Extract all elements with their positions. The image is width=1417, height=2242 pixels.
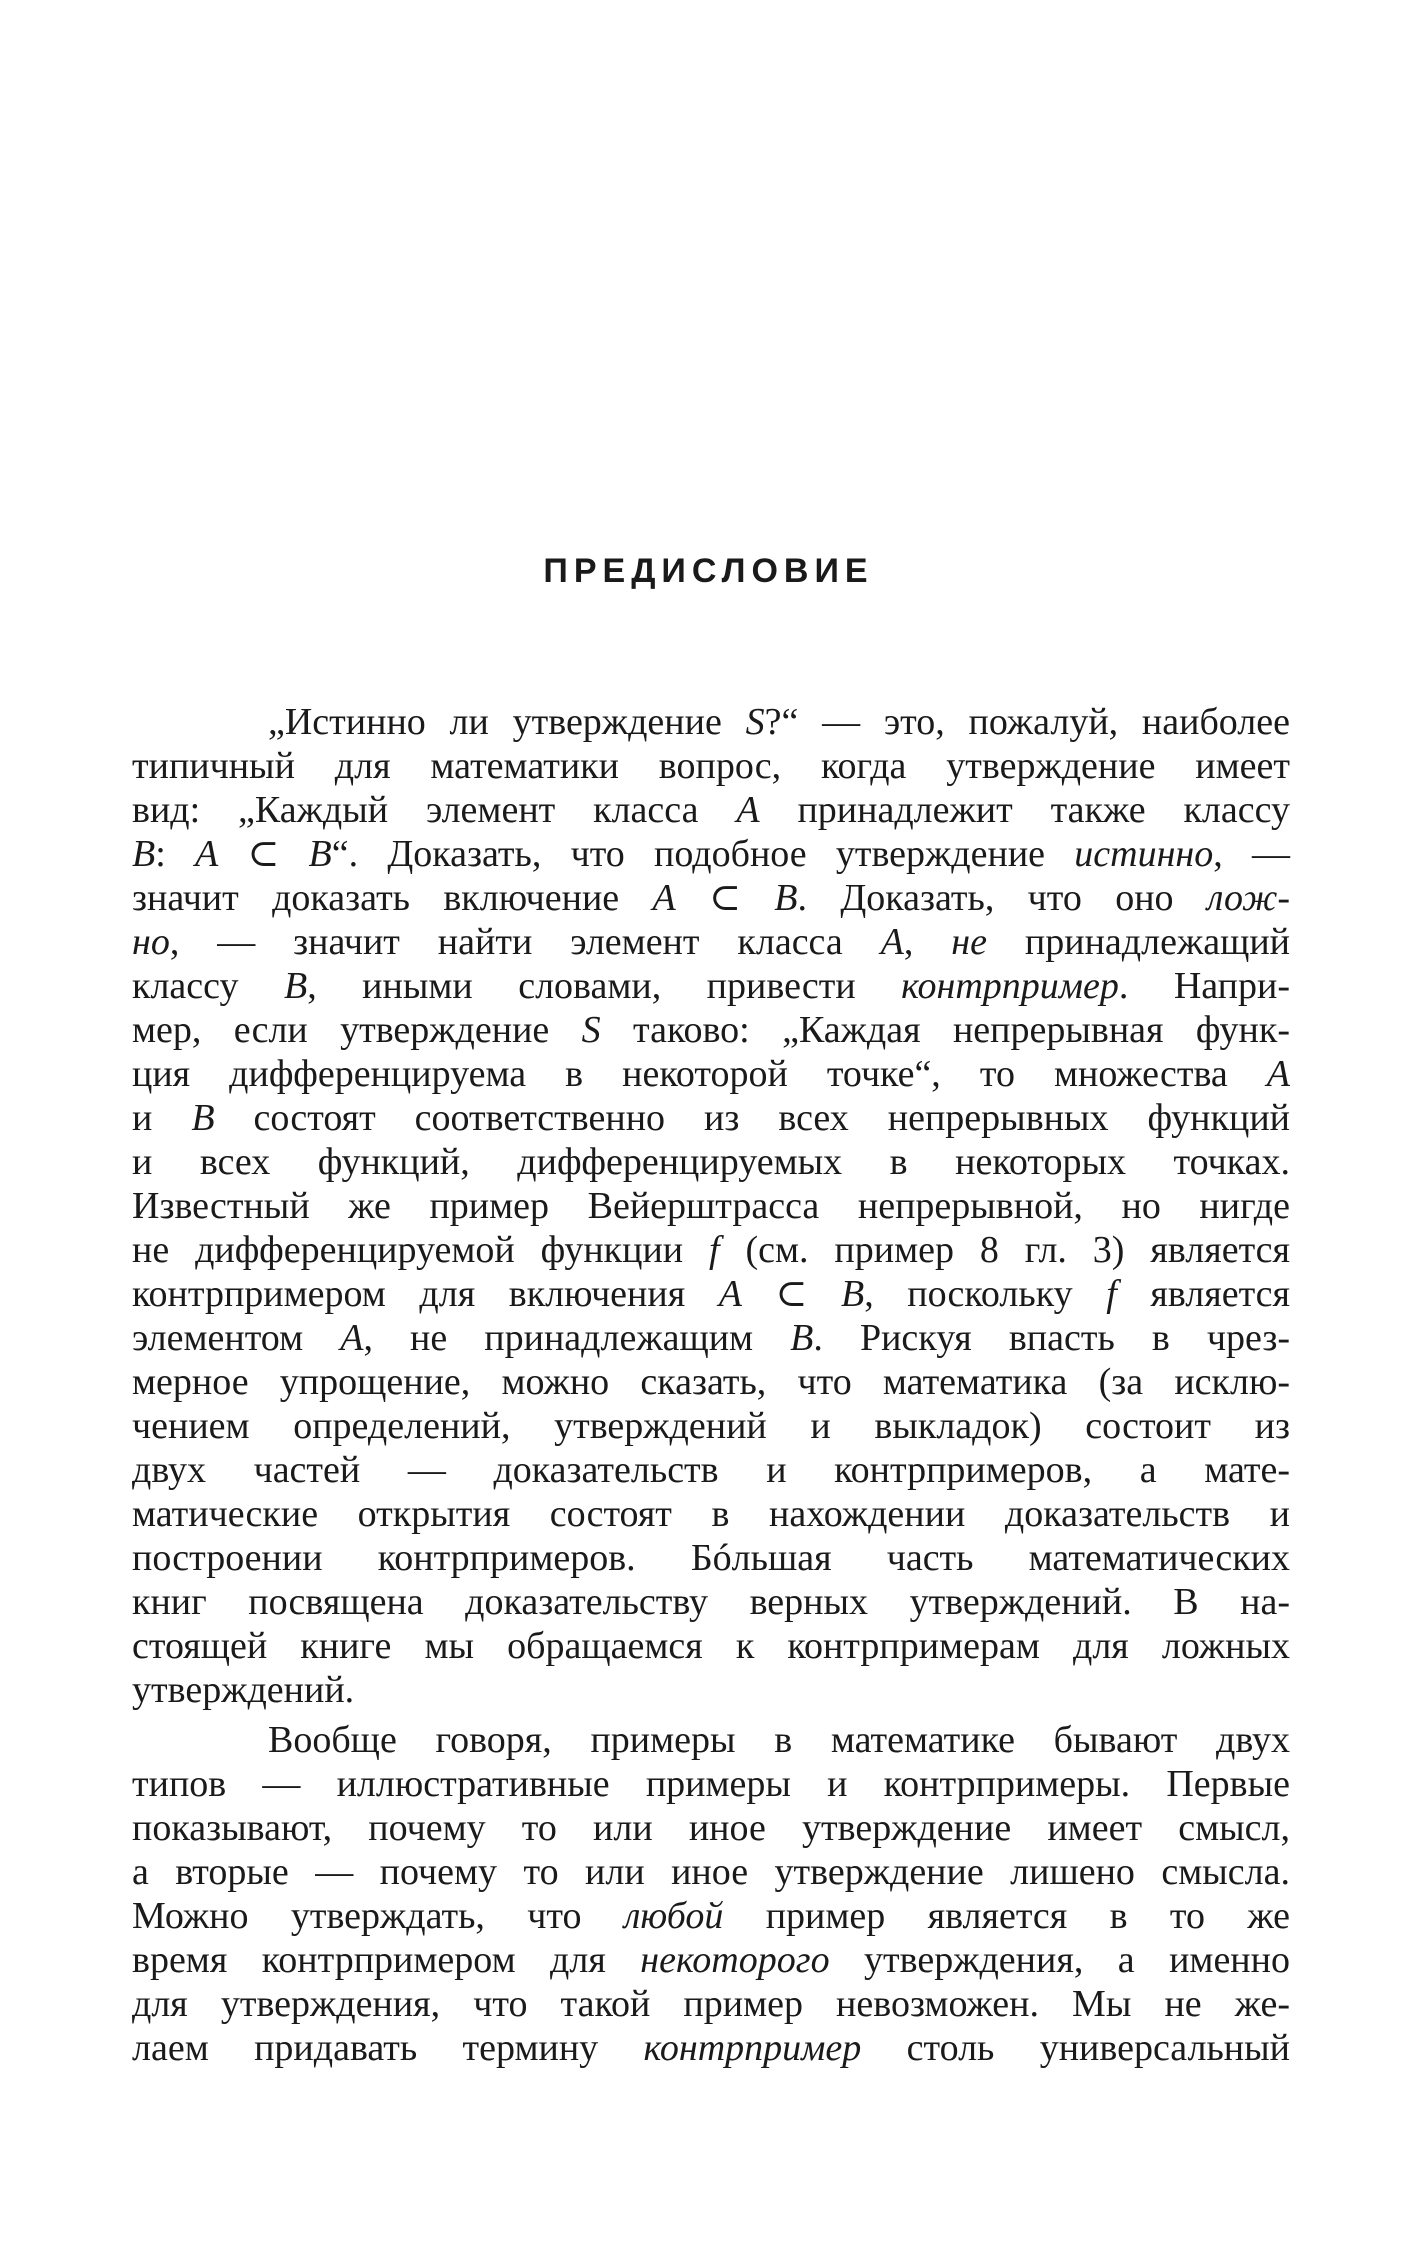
text-line: Можно утверждать, что любой пример является в то же [132, 1895, 1290, 1937]
paragraph-1 [132, 700, 1290, 1712]
text-line: книг посвящена доказательству верных утверждений. В на- [132, 1581, 1290, 1623]
italic-term: B [308, 833, 332, 875]
text-line: Известный же пример Вейерштрасса непрерывной, но нигде [132, 1185, 1290, 1227]
italic-term: B [191, 1097, 215, 1139]
italic-term: A [736, 789, 760, 831]
italic-term: A [340, 1317, 364, 1359]
text-line: а вторые — почему то или иное утверждение лишено смысла. [132, 1851, 1290, 1893]
italic-term: B [840, 1273, 865, 1315]
italic-term: контрпример [643, 2027, 862, 2069]
text-line: типичный для математики вопрос, когда утверждение имеет [132, 745, 1290, 787]
text-line: время контрпримером для некоторого утверждения, а именно [132, 1939, 1290, 1981]
italic-term: B [790, 1317, 814, 1359]
italic-term: A [718, 1273, 742, 1315]
page-title: ПРЕДИСЛОВИЕ [543, 552, 874, 590]
italic-term: B [283, 965, 308, 1007]
italic-term: B [132, 833, 156, 875]
text-line: B: A ⊂ B“. Доказать, что подобное утверждение истинно, — [132, 833, 1291, 875]
italic-term: контрпример [901, 965, 1119, 1007]
text-line: типов — иллюстративные примеры и контрпримеры. Первые [132, 1763, 1290, 1805]
text-line: мерное упрощение, можно сказать, что математика (за исклю- [132, 1361, 1290, 1403]
text-line: мер, если утверждение S таково: „Каждая непрерывная функ- [132, 1009, 1290, 1051]
italic-term: но [132, 921, 170, 963]
text-line: и всех функций, дифференцируемых в некоторых точках. [132, 1141, 1290, 1183]
italic-term: B [774, 877, 798, 919]
text-line: лаем придавать термину контрпример столь универсальный [132, 2027, 1290, 2069]
text-line: контрпримером для включения A ⊂ B, поскольку f является [132, 1273, 1290, 1315]
text-line: и B состоят соответственно из всех непрерывных функций [132, 1097, 1290, 1139]
text-line: построении контрпримеров. Бóльшая часть математических [132, 1537, 1290, 1579]
preface-body [132, 700, 1290, 2070]
italic-term: S [745, 701, 765, 743]
text-line: но, — значит найти элемент класса A, не принадлежащий [132, 921, 1291, 963]
italic-term: любой [623, 1895, 724, 1937]
italic-term: f [1106, 1273, 1117, 1315]
text-line: для утверждения, что такой пример невозможен. Мы не же- [132, 1983, 1290, 2025]
paragraph-2 [132, 1718, 1290, 2070]
italic-term: лож- [1206, 877, 1290, 919]
italic-term: A [1266, 1053, 1290, 1095]
text-line: матические открытия состоят в нахождении доказательств и [132, 1493, 1290, 1535]
italic-term: S [581, 1009, 601, 1051]
text-line: не дифференцируемой функции f (см. пример 8 гл. 3) является [132, 1229, 1290, 1271]
italic-term: не [951, 921, 988, 963]
text-line: классу B, иными словами, привести контрпример. Напри- [132, 965, 1290, 1007]
text-line: Вообще говоря, примеры в математике бывают двух [268, 1719, 1290, 1761]
text-line: „Истинно ли утверждение S?“ — это, пожалуй, наиболее [268, 701, 1290, 743]
text-line: ция дифференцируема в некоторой точке“, то множества A [132, 1053, 1290, 1095]
text-line: утверждений. [132, 1669, 355, 1711]
text-line: чением определений, утверждений и выкладок) состоит из [132, 1405, 1290, 1447]
text-line: стоящей книге мы обращаемся к контрпримерам для ложных [132, 1625, 1290, 1667]
italic-term: A [195, 833, 219, 875]
italic-term: f [709, 1229, 720, 1271]
text-line: вид: „Каждый элемент класса A принадлежит также классу [132, 789, 1290, 831]
italic-term: A [880, 921, 904, 963]
italic-term: некоторого [640, 1939, 830, 1981]
italic-term: A [652, 877, 676, 919]
text-line: показывают, почему то или иное утверждение имеет смысл, [132, 1807, 1290, 1849]
text-line: элементом A, не принадлежащим B. Рискуя впасть в чрез- [132, 1317, 1290, 1359]
italic-term: истинно [1074, 833, 1214, 875]
text-line: двух частей — доказательств и контрпримеров, а мате- [132, 1449, 1290, 1491]
text-line: значит доказать включение A ⊂ B. Доказать, что оно лож- [132, 877, 1290, 919]
